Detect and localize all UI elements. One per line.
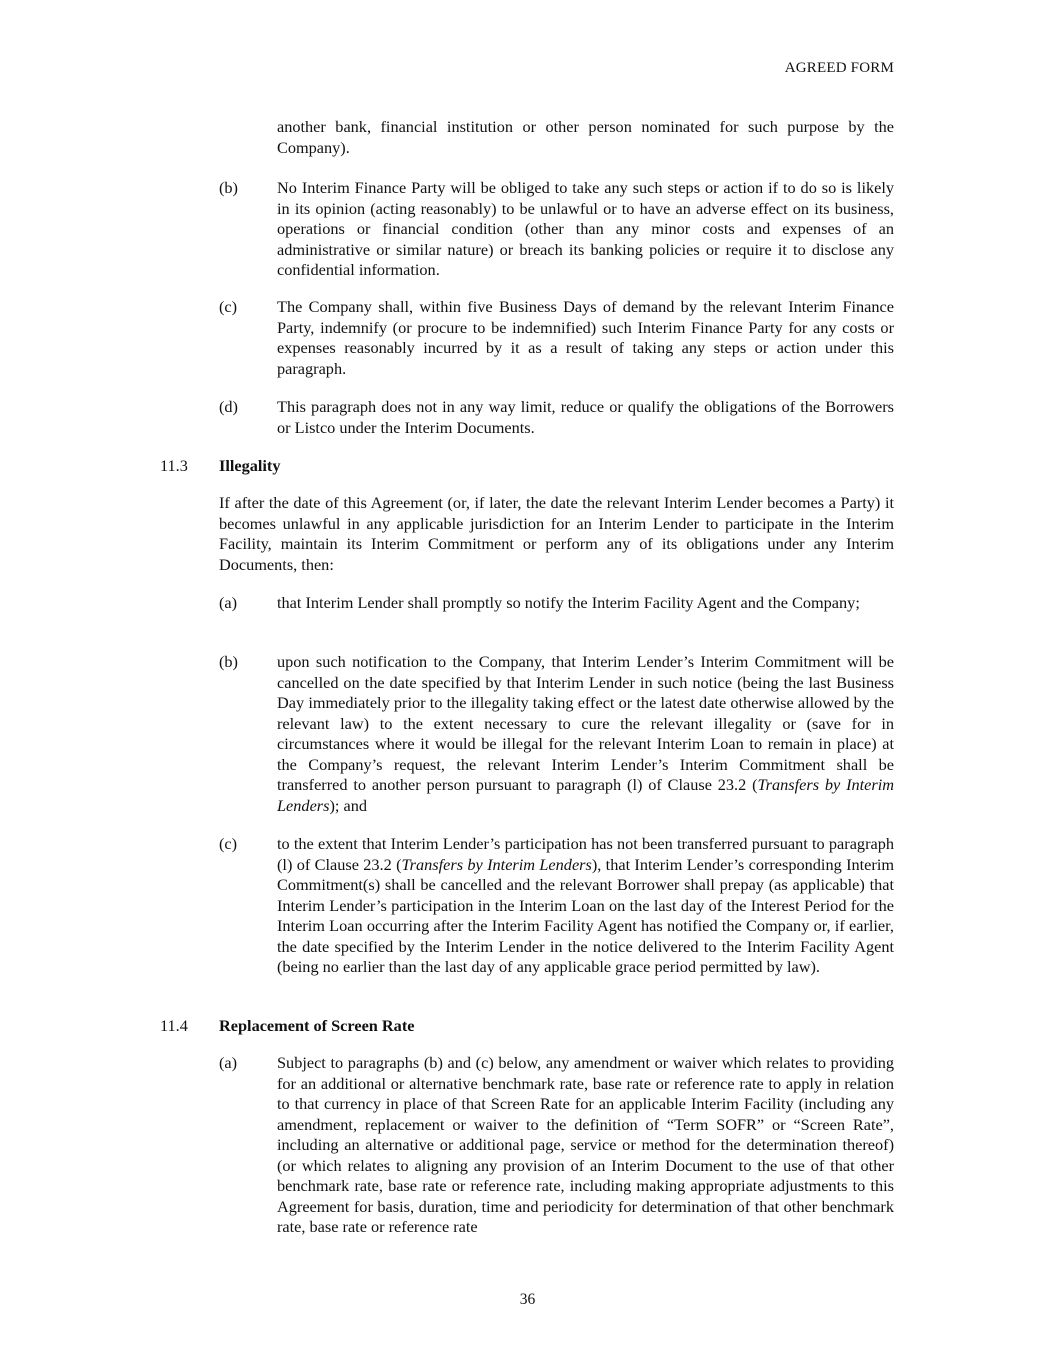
clause-11-4-a-text: Subject to paragraphs (b) and (c) below, any amendment or waiver which relates to providing for an additional or alternative benchmark rate, base rate or reference rate to apply in relation to that currency in place of that Screen Rate for an applicable Interim Facility (including any amendment, replacement or waiver to the definition of “Term SOFR” or “Screen Rate”, including an alternative or additional page, service or method for the determination thereof) (or which relates to aligning any provision of an Interim Document to the use of that other benchmark rate, base rate or reference rate, including making appropriate adjustments to this Agreement for basis, duration, time and periodicity for determination of that other benchmark rate, base rate or reference rate xyxy=(277,1053,894,1236)
clause-11-3-c-text xyxy=(277,834,894,978)
page-number: 36 xyxy=(519,1291,536,1308)
clause-11-3-c-label: (c) xyxy=(219,834,238,853)
clause-11-3-b-italic: Transfers by Interim Lenders xyxy=(277,775,895,815)
clause-11-3-b-text xyxy=(277,652,894,816)
clause-11-3-c-italic: Transfers by Interim Lenders xyxy=(401,854,592,874)
clause-11-4-a-label: (a) xyxy=(219,1053,238,1072)
clause-11-3-c-text-1: to the extent that Interim Lender’s participation has not been transferred pursuant to paragraph (l) of Clause 23.2 ( xyxy=(277,834,894,874)
clause-11-3-b-text-2: ); and xyxy=(329,795,367,815)
clause-11-3-intro: If after the date of this Agreement (or, if later, the date the relevant Interim Lender becomes a Party) it becomes unlawful in any applicable jurisdiction for an Interim Lender to participate in the Interim Facility, maintain its Interim Commitment or perform any of its obligations under any Interim Documents, then: xyxy=(219,493,894,574)
para-d-text: This paragraph does not in any way limit, reduce or qualify the obligations of the Borrowers or Listco under the Interim Documents. xyxy=(277,397,894,437)
header-label: AGREED FORM xyxy=(784,60,894,76)
clause-11-3-number: 11.3 xyxy=(160,456,188,475)
clause-11-3-c-text-2: ), that Interim Lender’s corresponding Interim Commitment(s) shall be cancelled and the relevant Borrower shall prepay (as applicable) that Interim Lender’s participation in the Interim Loan on the last day of the Interest Period for the Interim Loan occurring after the Interim Facility Agent has notified the Company or, if earlier, the date specified by the Interim Lender in the notice delivered to the Interim Facility Agent (being no earlier than the last day of any applicable grace period permitted by law). xyxy=(277,854,895,976)
clause-11-4-title: Replacement of Screen Rate xyxy=(219,1016,415,1035)
clause-11-3-title: Illegality xyxy=(219,456,281,475)
clause-11-3-a-text: that Interim Lender shall promptly so notify the Interim Facility Agent and the Company; xyxy=(277,593,860,612)
para-c-text: The Company shall, within five Business Days of demand by the relevant Interim Finance Party, indemnify (or procure to be indemnified) such Interim Finance Party for any costs or expenses reasonably incurred by it as a result of taking any steps or action under this paragraph. xyxy=(277,297,894,378)
clause-11-4-number: 11.4 xyxy=(160,1016,188,1035)
continuation-text: another bank, financial institution or other person nominated for such purpose by the Company). xyxy=(277,117,894,157)
para-b-text: No Interim Finance Party will be obliged to take any such steps or action if to do so is likely in its opinion (acting reasonably) to be unlawful or to have an adverse effect on its business, operations or financial condition (other than any minor costs and expenses of an administrative or similar nature) or breach its banking policies or require it to disclose any confidential information. xyxy=(277,178,894,279)
para-c-label: (c) xyxy=(219,297,238,316)
para-b-label: (b) xyxy=(219,178,238,197)
clause-11-3-b-text-1: upon such notification to the Company, that Interim Lender’s Interim Commitment will be cancelled on the date specified by that Interim Lender in such notice (being the last Business Day immediately prior to the illegality taking effect or the latest date otherwise allowed by the relevant law) to the extent necessary to cure the relevant illegality or (save for in circumstances where it would be illegal for the relevant Interim Loan to remain in place) at the Company’s request, the relevant Interim Lender’s Interim Commitment shall be transferred to another person pursuant to paragraph (l) of Clause 23.2 ( xyxy=(277,652,894,794)
para-d-label: (d) xyxy=(219,397,238,416)
clause-11-3-a-label: (a) xyxy=(219,593,238,612)
clause-11-3-b-label: (b) xyxy=(219,652,238,671)
